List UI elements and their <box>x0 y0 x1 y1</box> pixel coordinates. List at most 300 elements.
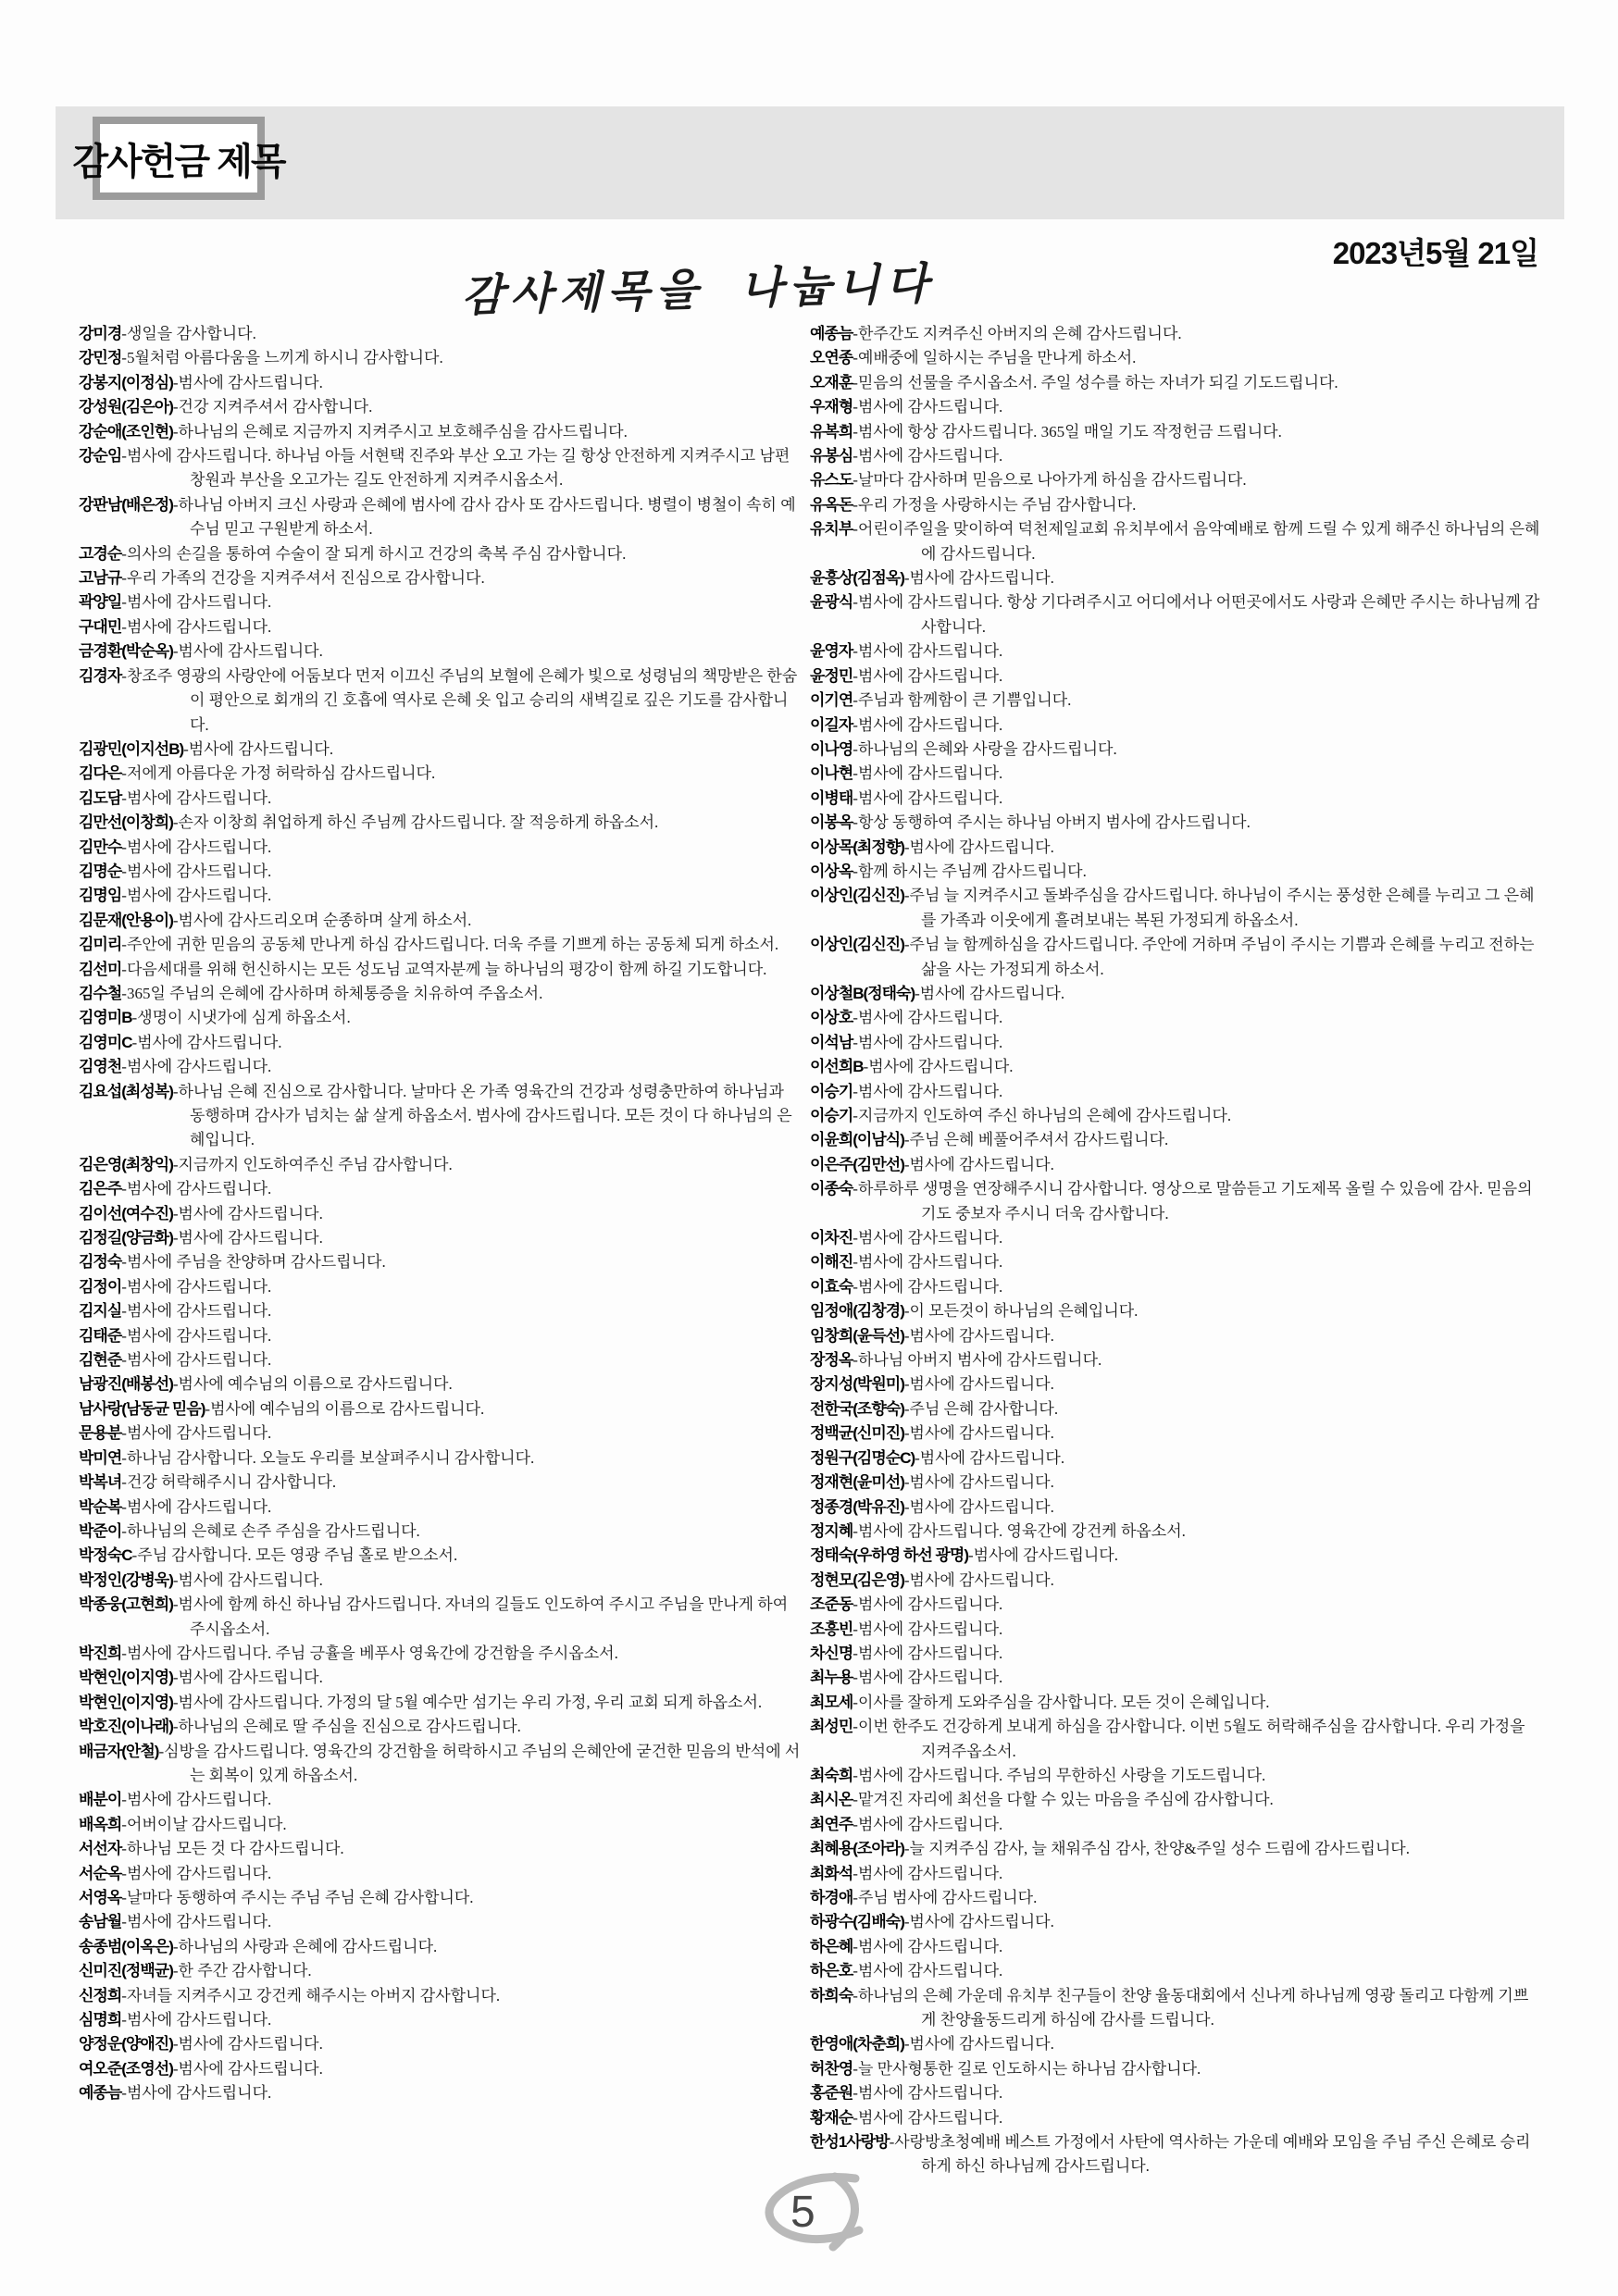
entry-row <box>79 493 803 542</box>
entry-row <box>810 590 1541 639</box>
entry-row <box>79 1544 803 1568</box>
entry-message: -항상 동행하여 주시는 하나님 아버지 범사에 감사드립니다. <box>853 813 1251 832</box>
entry-name: 이차진 <box>810 1229 853 1247</box>
entry-message: -주안에 귀한 믿음의 공동체 만나게 하심 감사드립니다. 더욱 주를 기쁘게 하는 공동체 되게 하소서. <box>121 936 779 954</box>
entry-name: 김정길(양금화) <box>79 1229 173 1247</box>
entry-message: -365일 주님의 은혜에 감사하며 하체통증을 치유하여 주옵소서. <box>121 984 543 1002</box>
entry-message: -범사에 주님을 찬양하며 감사드립니다. <box>121 1253 386 1272</box>
entry-row <box>810 1593 1541 1617</box>
entry-message: -범사에 감사드립니다. <box>172 1229 323 1247</box>
entry-message: -범사에 감사드립니다. <box>121 617 272 636</box>
entry-message: -믿음의 선물을 주시옵소서. 주일 성수를 하는 자녀가 되길 기도드립니다. <box>853 373 1338 391</box>
entry-name: 이상옥 <box>810 862 853 880</box>
entry-name: 금경환(박순옥) <box>79 642 173 661</box>
entry-message: -날마다 감사하며 믿음으로 나아가게 하심을 감사드립니다. <box>853 471 1247 490</box>
entry-row <box>810 1666 1541 1690</box>
entry-name: 박호진(이나래) <box>79 1718 173 1736</box>
entry-row <box>810 1104 1541 1128</box>
entry-message: -우리 가족의 건강을 지켜주셔서 진심으로 감사합니다. <box>121 569 485 588</box>
entry-message: -늘 지켜주심 감사, 늘 채워주심 감사, 찬양&주일 성수 드림에 감사드립니다. <box>903 1840 1410 1858</box>
entry-message: -하나님의 은혜로 지금까지 지켜주시고 보호해주심을 감사드립니다. <box>172 422 628 441</box>
section-title-box <box>72 117 285 200</box>
entry-name: 이병태 <box>810 788 853 807</box>
entry-message: -범사에 예수님의 이름으로 감사드립니다. <box>205 1399 485 1418</box>
entry-name: 김만선(이창희) <box>79 813 173 832</box>
entry-name: 심명희 <box>79 2011 122 2029</box>
entry-name: 김미리 <box>79 936 122 954</box>
entry-row <box>79 1862 803 1886</box>
entry-name: 유복희 <box>810 422 853 441</box>
entry-message: -하나님 아버지 범사에 감사드립니다. <box>853 1351 1102 1370</box>
entry-name: 정백균(신미진) <box>810 1424 904 1443</box>
entry-row <box>810 884 1541 933</box>
entry-message: -범사에 감사드립니다. 가정의 달 5월 예수만 섬기는 우리 가정, 우리 교회 되게 하옵소서. <box>172 1693 763 1711</box>
entry-name: 서선자 <box>79 1840 122 1858</box>
entry-message: -범사에 감사드립니다. <box>172 1669 323 1687</box>
entry-message: -늘 만사형통한 길로 인도하시는 하나님 감사합니다. <box>853 2059 1201 2078</box>
entry-row <box>810 639 1541 664</box>
entry-name: 김현준 <box>79 1351 122 1370</box>
entry-name: 이기연 <box>810 691 853 710</box>
entry-row <box>79 787 803 811</box>
entry-name: 이윤희(이남식) <box>810 1131 904 1149</box>
entry-row <box>79 1715 803 1739</box>
entry-message: -범사에 감사드립니다. <box>172 2035 323 2054</box>
entry-row <box>79 1348 803 1372</box>
entry-row <box>79 444 803 493</box>
entry-message: -범사에 감사드립니다. <box>121 1180 272 1198</box>
entry-message: -범사에 항상 감사드립니다. 365일 매일 기도 작정헌금 드립니다. <box>853 422 1282 441</box>
entry-row <box>810 346 1541 370</box>
entry-message: -날마다 동행하여 주시는 주님 주님 은혜 감사합니다. <box>121 1889 474 1906</box>
entry-row <box>79 566 803 590</box>
entry-name: 오재훈 <box>810 373 853 391</box>
entry-row <box>810 1715 1541 1764</box>
entry-message: -범사에 감사드립니다. <box>903 1326 1054 1345</box>
entry-row <box>79 738 803 762</box>
entry-name: 이선희B <box>810 1058 864 1076</box>
entry-row <box>79 1031 803 1055</box>
entry-row <box>810 860 1541 884</box>
entry-row <box>79 2081 803 2105</box>
entry-name: 하은호 <box>810 1962 853 1980</box>
entry-row <box>810 1446 1541 1471</box>
entry-name: 김다은 <box>79 764 122 783</box>
entry-message: -저에게 아름다운 가정 허락하심 감사드립니다. <box>121 764 436 783</box>
entry-name: 윤흥상(김점옥) <box>810 569 904 588</box>
entry-name: 정재현(윤미선) <box>810 1473 904 1492</box>
entry-message: -범사에 감사드립니다. <box>121 1791 272 1809</box>
entry-name: 김정숙 <box>79 1253 122 1272</box>
entry-message: -범사에 감사드립니다. <box>853 1277 1003 1296</box>
entry-name: 구대민 <box>79 617 122 636</box>
entry-row <box>810 2081 1541 2105</box>
entry-message: -사랑방초청예배 베스트 가정에서 사탄에 역사하는 가운데 예배와 모임을 주님 주신 은혜로 승리하게 하신 하나님께 감사드립니다. <box>889 2133 1531 2176</box>
entry-name: 박정인(강병욱) <box>79 1570 173 1589</box>
entry-name: 하희숙 <box>810 1986 853 2004</box>
entry-row <box>810 1177 1541 1226</box>
entry-row <box>810 762 1541 786</box>
entry-name: 전한국(조향숙) <box>810 1399 904 1418</box>
entries-column-left <box>79 322 803 2106</box>
entry-name: 김이선(여수진) <box>79 1204 173 1222</box>
entry-name: 김태준 <box>79 1326 122 1345</box>
entry-row <box>79 1984 803 2008</box>
entry-message: -범사에 감사드립니다. <box>853 2108 1003 2127</box>
entry-name: 하은혜 <box>810 1937 853 1955</box>
entry-name: 김은주 <box>79 1180 122 1198</box>
entry-row <box>79 982 803 1006</box>
entry-message: -하나님의 은혜 가운데 유치부 친구들이 찬양 율동대회에서 신나게 하나님께 영광 돌리고 다함께 기쁘게 찬양율동드리게 하심에 감사를 드립니다. <box>853 1986 1529 2029</box>
entry-message: -범사에 감사드립니다. <box>172 373 323 391</box>
entry-row <box>810 664 1541 689</box>
entry-row <box>79 1080 803 1153</box>
entry-message: -범사에 감사드립니다. <box>863 1058 1014 1076</box>
entry-message: -범사에 감사드립니다. 항상 기다려주시고 어디에서나 어떤곳에서도 사랑과 은혜만 주시는 하나님께 감사합니다. <box>853 593 1540 636</box>
entry-name: 강미경 <box>79 325 122 342</box>
entry-message: -범사에 감사드립니다. 영육간에 강건케 하옵소서. <box>853 1521 1186 1540</box>
entry-row <box>79 1788 803 1812</box>
entry-name: 유스도 <box>810 471 853 490</box>
entry-message: -심방을 감사드립니다. 영육간의 강건함을 허락하시고 주님의 은혜안에 굳건한 믿음의 반석에 서는 회복이 있게 하옵소서. <box>158 1742 801 1784</box>
entry-message: -범사에 감사드립니다. <box>903 2035 1054 2054</box>
entry-message: -범사에 감사드립니다. <box>121 1424 272 1443</box>
entry-row <box>810 738 1541 762</box>
entry-row <box>810 420 1541 444</box>
entry-message: -범사에 감사드립니다. <box>121 593 272 612</box>
entry-row <box>79 1202 803 1226</box>
entry-message: -생명이 시냇가에 심게 하옵소서. <box>131 1009 351 1027</box>
entry-message: -한주간도 지켜주신 아버지의 은혜 감사드립니다. <box>853 325 1182 342</box>
entry-row <box>810 1544 1541 1568</box>
entry-name: 김문재(안용이) <box>79 911 173 929</box>
entry-row <box>79 1813 803 1837</box>
entry-message: -범사에 감사드립니다. 주님의 무한하신 사랑을 기도드립니다. <box>853 1766 1266 1784</box>
entry-name: 김도담 <box>79 788 122 807</box>
entry-name: 김지실 <box>79 1302 122 1321</box>
entries-column-right <box>810 322 1541 2179</box>
entry-message: -범사에 감사드립니다. <box>121 887 272 905</box>
entry-row <box>79 1910 803 1934</box>
entry-message: -범사에 감사드립니다. <box>915 1448 1065 1467</box>
entry-row <box>810 1421 1541 1446</box>
entry-row <box>810 1128 1541 1152</box>
entry-row <box>810 2032 1541 2056</box>
entry-row <box>810 1764 1541 1788</box>
section-title: 감사헌금 제목 <box>72 141 285 182</box>
entry-message: -범사에 감사드립니다. <box>121 788 272 807</box>
entry-message: -범사에 감사드립니다. <box>183 739 334 758</box>
entry-name: 고경순 <box>79 544 122 563</box>
entry-row <box>79 1446 803 1471</box>
entry-name: 이상철B(정태숙) <box>810 984 915 1002</box>
entry-message: -함께 하시는 주님께 감사드립니다. <box>853 862 1087 880</box>
entry-row <box>810 1642 1541 1666</box>
entry-name: 최누용 <box>810 1669 853 1687</box>
entry-row <box>79 371 803 395</box>
entry-name: 임정애(김창경) <box>810 1302 904 1321</box>
entry-name: 김정이 <box>79 1277 122 1296</box>
entry-message: -범사에 감사드립니다. <box>853 1229 1003 1247</box>
entry-name: 홍준원 <box>810 2084 853 2103</box>
entry-message: -범사에 감사드립니다. <box>903 1375 1054 1394</box>
entry-name: 유봉심 <box>810 447 853 465</box>
entry-message: -범사에 감사드립니다. 주님 긍휼을 베푸사 영육간에 강건함을 주시옵소서. <box>121 1644 618 1662</box>
entry-row <box>79 860 803 884</box>
entry-message: -하루하루 생명을 연장해주시니 감사합니다. 영상으로 말씀듣고 기도제목 올릴 수 있음에 감사. 믿음의 기도 중보자 주시니 더욱 감사합니다. <box>853 1180 1533 1222</box>
entry-name: 장지성(박원미) <box>810 1375 904 1394</box>
entry-message: -범사에 감사드립니다. <box>172 642 323 661</box>
entry-name: 장정옥 <box>810 1351 853 1370</box>
entry-message: -생일을 감사합니다. <box>121 325 256 342</box>
entry-row <box>79 2057 803 2081</box>
entry-name: 한성1사랑방 <box>810 2133 890 2152</box>
entry-row <box>810 689 1541 713</box>
entry-name: 이나현 <box>810 764 853 783</box>
entry-message: -하나님의 은혜로 딸 주심을 진심으로 감사드립니다. <box>172 1718 521 1736</box>
entry-message: -범사에 감사드립니다. <box>121 838 272 856</box>
entry-name: 박미연 <box>79 1448 122 1467</box>
entry-row <box>79 1569 803 1593</box>
entry-row <box>79 1959 803 1983</box>
entry-row <box>79 322 803 346</box>
entry-name: 박진희 <box>79 1644 122 1662</box>
entry-message: -범사에 감사드립니다. <box>853 715 1003 734</box>
entry-row <box>810 2057 1541 2081</box>
entry-row <box>810 1862 1541 1886</box>
entry-row <box>810 1691 1541 1715</box>
entry-message: -범사에 감사드립니다. <box>172 2059 323 2078</box>
entry-name: 이길자 <box>810 715 853 734</box>
entry-name: 박현인(이지영) <box>79 1669 173 1687</box>
entry-message: -이번 한주도 건강하게 보내게 하심을 감사합니다. 이번 5월도 허락해주심을 감사합니다. 우리 가정을 지켜주옵소서. <box>853 1718 1525 1760</box>
entry-row <box>79 1250 803 1274</box>
entry-message: -범사에 감사드립니다. <box>853 1864 1003 1882</box>
entry-row <box>810 2106 1541 2130</box>
entry-name: 우재형 <box>810 398 853 416</box>
entry-row <box>810 1226 1541 1250</box>
entry-row <box>810 1813 1541 1837</box>
entry-row <box>79 933 803 957</box>
entry-message: -범사에 감사드립니다. <box>853 1082 1003 1100</box>
entry-message: -범사에 함께 하신 하나님 감사드립니다. 자녀의 길들도 인도하여 주시고 주님을 만나게 하여 주시옵소서. <box>172 1595 789 1638</box>
entry-row <box>79 884 803 908</box>
entry-message: -손자 이창희 취업하게 하신 주님께 감사드립니다. 잘 적응하게 하옵소서. <box>172 813 659 832</box>
entry-row <box>79 1275 803 1299</box>
entry-row <box>79 1324 803 1348</box>
entry-row <box>79 1397 803 1421</box>
entry-row <box>79 1226 803 1250</box>
entry-message: -범사에 감사드립니다. <box>121 1497 272 1516</box>
entry-name: 예종늠 <box>79 2084 122 2103</box>
entry-message: -범사에 감사드립니다. <box>968 1546 1118 1565</box>
entry-name: 서영옥 <box>79 1889 122 1906</box>
entry-row <box>810 517 1541 566</box>
entry-name: 최성민 <box>810 1718 853 1736</box>
entry-row <box>79 542 803 566</box>
entry-row <box>810 1299 1541 1323</box>
entry-name: 최숙희 <box>810 1766 853 1784</box>
entry-message: -다음세대를 위해 헌신하시는 모든 성도님 교역자분께 늘 하나님의 평강이 함께 하길 기도합니다. <box>121 960 767 978</box>
entry-message: -범사에 감사드립니다. <box>172 1204 323 1222</box>
entry-message: -범사에 감사드립니다. <box>853 788 1003 807</box>
entry-name: 남사랑(남동균 믿음) <box>79 1399 205 1418</box>
entry-name: 정원구(김명순C) <box>810 1448 915 1467</box>
entry-row <box>810 1080 1541 1104</box>
entry-name: 김은영(최창익) <box>79 1155 173 1173</box>
entry-message: -범사에 감사드립니다. <box>121 862 272 880</box>
entry-row <box>810 1031 1541 1055</box>
entry-name: 남광진(배봉선) <box>79 1375 173 1394</box>
entry-name: 박종웅(고현희) <box>79 1595 173 1614</box>
entry-row <box>79 639 803 664</box>
entry-row <box>810 1397 1541 1421</box>
entry-name: 김명임 <box>79 887 122 905</box>
entry-message: -범사에 감사드립니다. <box>121 1058 272 1076</box>
entry-message: -범사에 감사드립니다. <box>121 1277 272 1296</box>
entry-row <box>79 1642 803 1666</box>
entry-message: -범사에 감사드립니다. <box>853 642 1003 661</box>
entry-row <box>79 958 803 982</box>
entry-name: 조흥빈 <box>810 1620 853 1638</box>
entry-row <box>810 1275 1541 1299</box>
entry-name: 이상인(김신진) <box>810 936 904 954</box>
entry-name: 이석남 <box>810 1033 853 1051</box>
entry-row <box>79 1299 803 1323</box>
entry-row <box>79 909 803 933</box>
entry-message: -범사에 감사드립니다. <box>172 1570 323 1589</box>
entry-row <box>79 1837 803 1861</box>
entry-name: 오연종 <box>810 349 853 367</box>
entry-message: -하나님 모든 것 다 감사드립니다. <box>121 1840 344 1858</box>
entry-name: 최화석 <box>810 1864 853 1882</box>
entry-message: -범사에 감사드립니다. <box>903 1473 1054 1492</box>
entry-name: 김만수 <box>79 838 122 856</box>
entry-name: 문용분 <box>79 1424 122 1443</box>
entry-row <box>79 2032 803 2056</box>
main-title-handwritten: 감사제목을 나눕니다 <box>460 258 936 322</box>
entry-name: 송종범(이옥은) <box>79 1937 173 1955</box>
entry-name: 이승기 <box>810 1107 853 1124</box>
entry-row <box>810 1324 1541 1348</box>
entry-row <box>810 2130 1541 2179</box>
entry-message: -범사에 감사드립니다. <box>903 1155 1054 1173</box>
entry-row <box>79 1421 803 1446</box>
entry-message: -범사에 감사드립니다. <box>853 764 1003 783</box>
entry-message: -주님과 함께함이 큰 기쁨입니다. <box>853 691 1072 710</box>
entry-row <box>79 615 803 639</box>
entry-name: 강판남(배은정) <box>79 495 173 514</box>
entry-name: 이봉옥 <box>810 813 853 832</box>
entry-message: -하나님 감사합니다. 오늘도 우리를 보살펴주시니 감사합니다. <box>121 1448 535 1467</box>
entry-name: 조준동 <box>810 1595 853 1614</box>
entry-message: -하나님 아버지 크신 사랑과 은혜에 범사에 감사 감사 또 감사드립니다. 병렬이 병철이 속히 예수님 믿고 구원받게 하소서. <box>172 495 796 539</box>
entry-message: -자녀들 지켜주시고 강건케 해주시는 아버지 감사합니다. <box>121 1986 501 2004</box>
entry-message: -어린이주일을 맞이하여 덕천제일교회 유치부에서 음악예배로 함께 드릴 수 있게 해주신 하나님의 은혜에 감사드립니다. <box>853 520 1540 563</box>
entry-message: -범사에 감사드립니다. <box>903 569 1054 588</box>
entry-name: 임창희(윤득선) <box>810 1326 904 1345</box>
entry-message: -범사에 감사드립니다. <box>853 1009 1003 1027</box>
entry-message: -범사에 감사드립니다. <box>915 984 1065 1002</box>
entry-row <box>810 1520 1541 1544</box>
entry-message: -하나님의 은혜와 사랑을 감사드립니다. <box>853 739 1117 758</box>
entry-message: -주님 늘 지켜주시고 돌봐주심을 감사드립니다. 하나님이 주시는 풍성한 은혜를 누리고 그 은혜를 가족과 이웃에게 흘려보내는 복된 가정되게 하옵소서. <box>903 887 1535 929</box>
entry-message: -주님 늘 함께하심을 감사드립니다. 주안에 거하며 주님이 주시는 기쁨과 은혜를 누리고 전하는 삶을 사는 가정되게 하소서. <box>903 936 1535 978</box>
bulletin-date: 2023년5월 21일 <box>1332 236 1538 270</box>
entry-row <box>79 395 803 419</box>
entry-name: 한영애(차춘희) <box>810 2035 904 2054</box>
entry-name: 김영미B <box>79 1009 132 1027</box>
entry-message: -맡겨진 자리에 최선을 다할 수 있는 마음을 주심에 감사합니다. <box>853 1791 1274 1809</box>
page-number: 5 <box>790 2188 815 2237</box>
entry-message: -범사에 감사드립니다. <box>853 1644 1003 1662</box>
entry-name: 이상목(최정향) <box>810 838 904 856</box>
entry-message: -범사에 감사드립니다. <box>121 1326 272 1345</box>
entry-name: 강봉지(이정심) <box>79 373 173 391</box>
entry-row <box>79 346 803 370</box>
entry-name: 최모세 <box>810 1693 853 1711</box>
entry-name: 서순옥 <box>79 1864 122 1882</box>
entry-row <box>810 714 1541 738</box>
entry-name: 송남월 <box>79 1913 122 1931</box>
entry-name: 김광민(이지선B) <box>79 739 184 758</box>
entry-row <box>810 1935 1541 1959</box>
entry-message: -범사에 감사드립니다. <box>853 1595 1003 1614</box>
entry-message: -주님 은혜 감사합니다. <box>903 1399 1059 1418</box>
entry-message: -건강 지켜주셔서 감사합니다. <box>172 398 373 416</box>
entry-name: 강민정 <box>79 349 122 367</box>
entry-name: 김수철 <box>79 984 122 1002</box>
entry-message: -주님 은혜 베풀어주셔서 감사드립니다. <box>903 1131 1169 1149</box>
entry-message: -범사에 감사드리오며 순종하며 살게 하소서. <box>172 911 472 929</box>
entry-message: -범사에 예수님의 이름으로 감사드립니다. <box>172 1375 453 1394</box>
entry-message: -범사에 감사드립니다. <box>121 1864 272 1882</box>
page-footer <box>763 2169 874 2257</box>
entry-message: -5월처럼 아름다움을 느끼게 하시니 감사합니다. <box>121 349 443 367</box>
entry-row <box>810 933 1541 982</box>
entry-row <box>810 787 1541 811</box>
entry-name: 황재순 <box>810 2108 853 2127</box>
entry-row <box>810 836 1541 860</box>
entry-name: 박복녀 <box>79 1473 122 1492</box>
entry-row <box>79 1006 803 1030</box>
entry-name: 하광수(김배숙) <box>810 1913 904 1931</box>
entry-message: -범사에 감사드립니다. <box>903 1913 1054 1931</box>
entry-row <box>810 322 1541 346</box>
entry-name: 최연주 <box>810 1815 853 1833</box>
entry-row <box>79 1496 803 1520</box>
entry-message: -범사에 감사드립니다. <box>121 1351 272 1370</box>
entry-name: 유옥돈 <box>810 495 853 514</box>
entry-name: 이해진 <box>810 1253 853 1272</box>
entry-message: -이사를 잘하게 도와주심을 감사합니다. 모든 것이 은혜입니다. <box>853 1693 1270 1711</box>
entry-row <box>810 493 1541 517</box>
entry-message: -범사에 감사드립니다. 하나님 아들 서현택 진주와 부산 오고 가는 길 항상 안전하게 지켜주시고 남편 창원과 부산을 오고가는 길도 안전하게 지켜주시옵소서. <box>121 447 790 490</box>
entry-name: 윤광식 <box>810 593 853 612</box>
entry-row <box>810 1910 1541 1934</box>
entry-message: -범사에 감사드립니다. <box>853 447 1003 465</box>
entry-row <box>79 590 803 614</box>
entry-row <box>810 1471 1541 1495</box>
entry-message: -창조주 영광의 사랑안에 어둠보다 먼저 이끄신 주님의 보혈에 은혜가 빛으로 성령님의 책망받은 한숨이 평안으로 회개의 긴 호흡에 역사로 은혜 옷 입고 승리의 새벽길로 깊은 기도를 감사합니다. <box>121 666 798 734</box>
entry-row <box>79 1372 803 1396</box>
entry-name: 양정운(양애진) <box>79 2035 173 2054</box>
entry-row <box>79 420 803 444</box>
entry-message: -범사에 감사드립니다. <box>853 2084 1003 2103</box>
entry-message: -범사에 감사드립니다. <box>853 1033 1003 1051</box>
entry-name: 정현모(김은영) <box>810 1570 904 1589</box>
entry-message: -범사에 감사드립니다. <box>853 1620 1003 1638</box>
